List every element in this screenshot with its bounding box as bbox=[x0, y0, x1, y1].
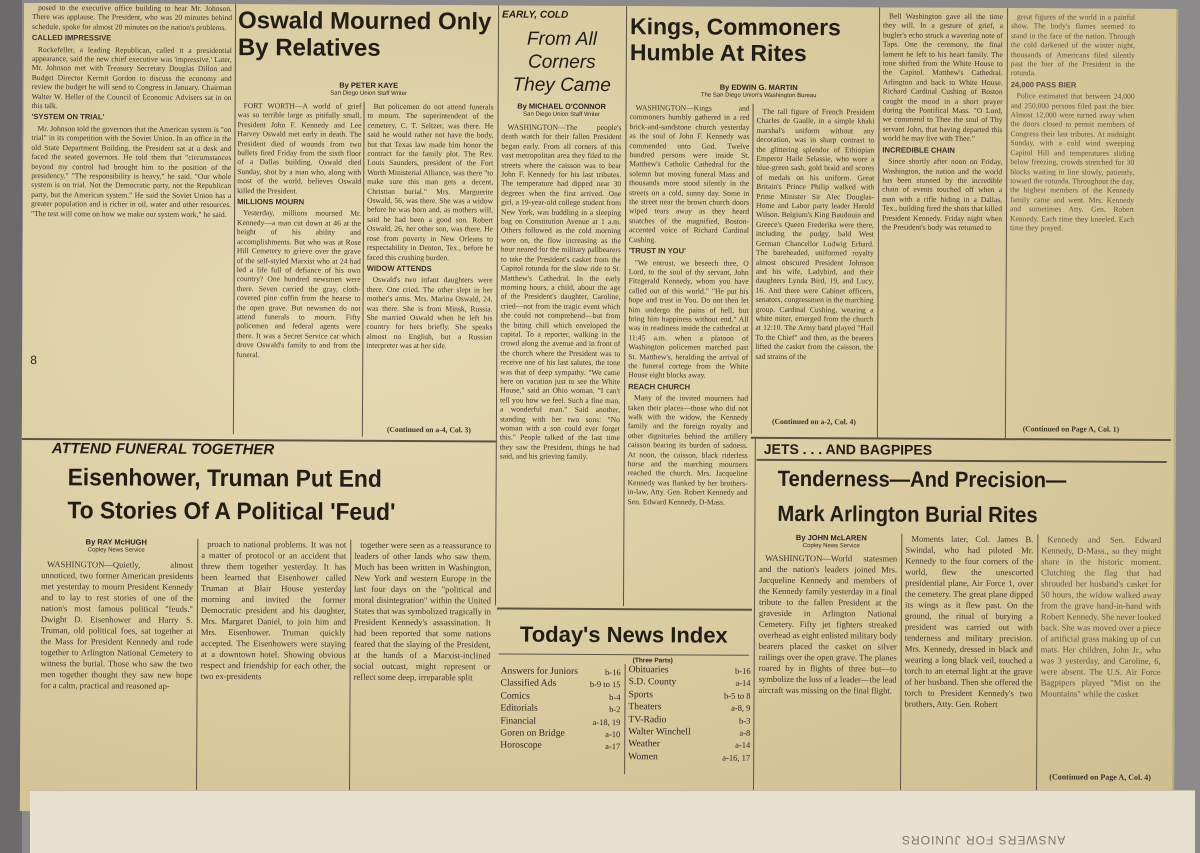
column-rule bbox=[362, 102, 365, 437]
news-index-row bbox=[629, 664, 751, 677]
news-index-row bbox=[500, 703, 620, 716]
arlington-headline-line-1: Tenderness—And Precision— bbox=[777, 465, 1067, 493]
underlying-newspaper bbox=[30, 790, 1195, 853]
oswald-column-2 bbox=[366, 102, 494, 423]
oswald-text-2b: Oswald's two infant daughters were there. One cried. The other slept in her mother's arms. Mrs. Marina Oswald, 24, was there. She is from Minsk, Russia. She married Oswald when he left his country for hers briefly. She speaks almost no English, but a Russian interpreter was at her side. bbox=[366, 275, 493, 351]
kings-text-1: WASHINGTON—Kings and commoners humbly gathered in a red brick-and-sandstone church yesterday as the soul of John F. Kennedy was commended unto God. Twelve hundred persons were inside St. Matthew's Catholic Cathedral for the solemn but moving funeral Mass and thousands more stood silently in the streets on a cold, sunny day. Some in the street near the brown church doors wiped tears away as they heard snatches of the magnified, Boston-accented voice of Richard Cardinal Cushing. bbox=[628, 103, 750, 244]
left-column-story bbox=[30, 3, 232, 434]
oswald-byline-affiliation: San Diego Union Staff Writer bbox=[330, 90, 408, 97]
news-index-label: Comics bbox=[500, 690, 530, 702]
page-number: 8 bbox=[30, 353, 37, 368]
arlington-headline-line-2: Mark Arlington Burial Rites bbox=[777, 500, 1038, 528]
kings-headline: Kings, Commoners Humble At Rites bbox=[629, 13, 841, 66]
news-index-label: TV-Radio bbox=[628, 713, 667, 725]
news-index-row bbox=[500, 740, 620, 753]
news-index-row bbox=[500, 728, 620, 741]
news-index-row bbox=[501, 678, 621, 691]
far-right-subhead: 24,000 PASS BIER bbox=[1010, 79, 1077, 90]
news-index-label: Sports bbox=[628, 688, 654, 701]
oswald-text-1: FORT WORTH—A world of grief was so terrible large as pitifully small. President John F. Kennedy and Lee Harvey Oswald met early in death. The President died of wounds from two bullets fired Friday from the sixth floor of a Dallas building. Oswald died Sunday, shot by a man who, along with most of the world, believes Oswald killed the President. bbox=[237, 101, 362, 196]
news-index-page: b-3 bbox=[739, 715, 751, 726]
kings-text-1b: "We entrust, we beseech thee, O Lord, to the soul of thy servant, John Fitzgerald Kennedy, whom you have called out of this world." "He put his hope and trust in You. Do not then let him undergo the pains of hell, but bring him happiness without end." All was in readiness inside the cathedral at 11:45 a.m. when a platoon of Washington policemen marched past St. Matthew's, heralding the arrival of the funeral cortege from the White House eight blocks away. bbox=[628, 257, 749, 380]
left-column-para-2: Mr. Johnson told the governors that the American system is "on trial" in its competition with the Soviet Union. In an office in the old State Department Building, the President sat at a desk and faced the seated governors. He told them that "circumstances beyond my control had brought him to the position of the presidency." "The responsibility is heavy," he said. "Our whole system is on trial. Not the Democratic party, not the Republican party, but the American system." He said the Soviet Union has a greater population and is richer in oil, water and other resources. "The test will come on how we make our system work," he said. bbox=[30, 123, 232, 219]
column-rule bbox=[753, 437, 756, 812]
corners-headline-line-2: Corners bbox=[527, 51, 596, 73]
column-rule bbox=[196, 539, 198, 809]
left-column-top: posed to the executive office building to hear Mr. Johnson. There was applause. The President, who was 20 minutes behind schedule, spoke for almost 20 minutes on the nation's problems. bbox=[31, 3, 233, 32]
arlington-byline-name: By JOHN McLAREN bbox=[795, 533, 867, 543]
oswald-subhead-millions: MILLIONS MOURN bbox=[237, 197, 305, 207]
eisenhower-column-3 bbox=[353, 540, 491, 791]
kings-text-3: Bell Washington gave all the time they will. In a gesture of grief, a bugler's echo struck a wavering note of Taps. One the ceremony, the final lament he left to his heart family. The tone shifted from the White House to the Capitol. Matthew's Cathedral. Arlington and back to White House. Richard Cardinal Cushing of Boston caught the mood in a short prayer during the Pontifical Mass. "O Lord, we commend to Thee the soul of Thy servant John, that having departed this world he may live with Thee." bbox=[882, 11, 1004, 144]
arlington-headline bbox=[777, 461, 1127, 533]
underlying-newspaper-text: ANSWERS FOR JUNIORS bbox=[900, 833, 1065, 847]
news-index-label: Classified Ads bbox=[500, 677, 557, 690]
corners-headline-line-1: From All bbox=[526, 28, 598, 50]
news-index-label: Weather bbox=[628, 738, 660, 750]
eisenhower-byline-name: By RAY McHUGH bbox=[85, 537, 147, 547]
eisenhower-column-1 bbox=[40, 559, 193, 810]
news-index-page: b-16 bbox=[735, 665, 751, 676]
kings-subhead-reach: REACH CHURCH bbox=[628, 381, 691, 392]
eisenhower-text-1: WASHINGTON—Quietly, almost unnoticed, two former American presidents met yesterday to mourn President Kennedy and to lay to rest stories of one of the nation's most famous political "feuds." Dwight D. Eisenhower and Harry S. Truman, old political foes, sat together at the Mass for President Kennedy and rode together to Arlington National Cemetery to witness the burial. Those who saw the two men together thought they saw new hope for a calm, practical and reasoned ap- bbox=[40, 559, 194, 691]
news-index-row bbox=[500, 690, 620, 703]
news-index-row bbox=[629, 677, 751, 690]
news-index-label: Answers for Juniors bbox=[500, 665, 578, 677]
news-index-row bbox=[628, 701, 750, 714]
arlington-continued bbox=[1040, 770, 1160, 785]
oswald-column-1 bbox=[236, 101, 362, 437]
news-index-label: S.D. County bbox=[628, 676, 677, 688]
news-index-row bbox=[628, 751, 750, 764]
kings-subhead-trust: 'TRUST IN YOU' bbox=[628, 246, 686, 256]
column-rule bbox=[349, 540, 351, 810]
newspaper-page bbox=[20, 3, 1178, 817]
kings-text-2: The tall figure of French President Charles de Gaulle, in a simple khaki marshal's uniform without any decoration, was in sharp contrast to the glittering splendor of Ethiopian Emperor Haile Selassie, who wore a blue-green sash, gold braid and scores of medals on his uniform. Great Britain's Prince Philip walked with Prime Minister Sir Alec Douglas-Home and Labor party leader Harold Wilson. Belgium's King Baudouin and Greece's Queen Frederika were there, including the pudgy, bald West German Chancellor Ludwig Erhard. The bareheaded, uniformed royalty almost obscured President Johnson and his wife, Ladybird, and their daughters Lynda Bird, 19, and Lucy, 16. And there were Cabinet officers, senators, congressmen in the marching group. Cardinal Cushing, wearing a white miter, emerged from the church at 12:10. The Army band played "Hail To the Chief" and then, as the bearers lifted the casket from the caisson, the sad strains of the bbox=[755, 106, 875, 361]
kings-byline-name: By EDWIN G. MARTIN bbox=[719, 82, 798, 93]
corners-byline-name: By MICHAEL O'CONNOR bbox=[517, 101, 606, 112]
column-rule bbox=[900, 534, 902, 794]
eisenhower-byline-affiliation: Copley News Service bbox=[87, 547, 145, 554]
far-right-text: great figures of the world in a painful show. The body's flames seemed to stand in the face of the nation. Through the cold darkened of the winter night, thousands of Americans filed silently past the bier of the President in the rotunda. bbox=[1010, 12, 1136, 78]
kings-column-2 bbox=[755, 107, 875, 416]
far-right-text-b: Police estimated that between 24,000 and 250,000 persons filed past the bier. Almost 12,000 were turned away when the doors closed to permit members of Congress their last tributes. At midnight Sunday, with a cold wind sweeping Capitol Hill and temperatures sliding below freezing, crowds stretched for 30 blocks waiting in line slowly, patiently, toward the rotunda. Throughout the day, the highest members of the Kennedy family came and went. Mrs. Kennedy and sometimes Atty. Gen. Robert Kennedy. Each time they kneeled. Each time they prayed. bbox=[1009, 91, 1135, 233]
background-margin bbox=[0, 0, 22, 853]
news-index-page: b-4 bbox=[609, 691, 621, 702]
corners-text: WASHINGTON—The people's death watch for their fallen President began early. From all corners of this vast metropolitan area they filed to the streets where the caisson was to bear John F. Kennedy for his last tributes. The temperature had dipped near 30 degrees when the first arrived. One girl, a 19-year-old college student from New York, was huddling in a sleeping bag on Constitution Avenue at 1 a.m. Others followed as the cold morning wore on, the flow increasing as the hour neared for the military pallbearers to take the President's casket from the Capitol rotunda for the slow ride to St. Matthew's Cathedral. In the early morning hours, a child, about the age of the President's daughter, Caroline, cried—not from the tragic event which she could not comprehend—but from the biting chill which enveloped the capital. To a reporter, walking in the crowd along the avenue and in front of the church where the President was to receive one of his last salutes, the tone was that of deep sympathy. "We came here on vacation just to see the White House," said an Ohio woman. "I can't tell you how we feel. Such a fine man, a wonderful man." Said another, standing with her two sons: "No woman with a son could ever forget this." People talked of the last time they saw the President, things he had said, and his grieving family. bbox=[499, 122, 622, 462]
corners-byline-affiliation: San Diego Union Staff Writer bbox=[523, 111, 600, 119]
eisenhower-kicker: ATTEND FUNERAL TOGETHER bbox=[51, 440, 275, 459]
oswald-subhead-widow: WIDOW ATTENDS bbox=[366, 263, 432, 274]
eisenhower-headline-line-2: To Stories Of A Political 'Feud' bbox=[67, 497, 396, 526]
column-rule bbox=[751, 104, 754, 434]
news-index-page: b-2 bbox=[609, 704, 621, 715]
kings-subhead-chain: INCREDIBLE CHAIN bbox=[882, 145, 955, 155]
news-index-page: a-16, 17 bbox=[722, 752, 751, 763]
index-rule bbox=[499, 653, 749, 655]
news-index-label: Financial bbox=[500, 715, 537, 727]
far-right-column bbox=[1009, 12, 1135, 423]
oswald-continued-line: (Continued on a-4, Col. 3) bbox=[386, 424, 471, 435]
news-index-label: Obituaries bbox=[628, 664, 669, 676]
news-index-label: Goren on Bridge bbox=[500, 727, 565, 739]
news-index-row bbox=[628, 714, 750, 727]
news-index-row bbox=[500, 715, 620, 728]
news-index-note: (Three Parts) bbox=[632, 657, 673, 665]
arlington-text-3: Kennedy and Sen. Edward Kennedy, D-Mass., so they might share in the historic moment. Clutching the flag that had shrouded her husband's casket for 50 hours, the widow walked away from the grave hand-in-hand with Robert Kennedy. She never looked back. She was moved over a piece of artificial grass making up of cut mats. Her children, John Jr., who was 3 yesterday, and Caroline, 6, were absent. The U.S. Air Force Bagpipers played "Mist on the Mountains" while the casket bbox=[1040, 534, 1162, 699]
left-column-para-1: Rockefeller, a leading Republican, called it a presidential appearance, said the new chief executive was 'impressive.' Later, Mr. Johnson met with Treasury Secretary Douglas Dillon and Budget Director Kermit Gordon to discuss the economy and review the budget he will send to Congress in January. Chairman Walter W. Heller of the Council of Economic Advisers sat in on this talk. bbox=[31, 44, 232, 111]
news-index-label: Theaters bbox=[628, 701, 662, 713]
oswald-byline-name: By PETER KAYE bbox=[339, 80, 399, 90]
arlington-column-1 bbox=[758, 553, 897, 794]
news-index-right-list bbox=[628, 664, 751, 764]
news-index-row bbox=[628, 739, 750, 752]
news-index-row bbox=[501, 665, 621, 678]
news-index-row bbox=[628, 689, 750, 702]
oswald-continued bbox=[366, 423, 492, 438]
news-index-page: a-14 bbox=[735, 678, 751, 689]
news-index-label: Horoscope bbox=[500, 739, 542, 752]
kings-continued-line: (Continued on a-2, Col. 4) bbox=[771, 416, 856, 427]
news-index-page: a-14 bbox=[735, 740, 751, 751]
corners-headline-line-3: They Came bbox=[512, 74, 611, 97]
oswald-byline bbox=[264, 80, 474, 99]
arlington-continued-line: (Continued on Page A, Col. 4) bbox=[1049, 772, 1151, 782]
corners-byline bbox=[502, 101, 622, 120]
oswald-text-1b: Yesterday, millions mourned Mr. Kennedy—a man cut down at 46 at the height of his ability and accomplishments. But who was at Rose Hill Cemetery to grieve over the grave of the self-styled Marxist who at 24 had led a life full of defiance of his own country? One hundred newsmen were there. Seven carried the gray, cloth-covered pine coffin from the hearse to the open grave. But newsmen do not attend funerals to mourn. Fifty policemen and federal agents were there. It was a Secret Service car which drove Oswald's family to and from the funeral. bbox=[236, 208, 362, 359]
column-rule bbox=[1036, 534, 1038, 794]
column-rule bbox=[1005, 8, 1008, 438]
far-right-continued bbox=[1009, 422, 1133, 437]
arlington-text-2: Moments later, Col. James B. Swindal, who had piloted Mr. Kennedy to the four corners of the world, flew the unescorted presidential plane, Air Force 1, over the cemetery. The great plane dipped its wings as it flew past. On the ground, the ritual of burying a president was carried out with tenderness and military precision. Mrs. Kennedy, dressed in black and wearing a long black veil, touched a torch to an eternal light at the grave of her husband. Then she offered the torch to President Kennedy's two brothers, Atty. Gen. Robert bbox=[904, 533, 1034, 710]
news-index-page: a-10 bbox=[605, 729, 621, 740]
eisenhower-text-2: proach to national problems. It was not a matter of protocol or an accident that threw them together yesterday. It has been learned that Eisenhower called Truman at Blair House yesterday morning and invited the former Democratic president and his daughter, Mrs. Margaret Daniel, to join him and Mrs. Eisenhower. Truman quickly accepted. The Eisenhowers were staying at a downtown hotel. Showing obvious respect and friendship for each other, the two ex-presidents bbox=[200, 538, 347, 682]
column-rule bbox=[877, 7, 880, 437]
corners-column bbox=[499, 122, 622, 608]
arlington-text-1: WASHINGTON—World statesmen and the nation's leaders joined Mrs. Jacqueline Kennedy and members of the Kennedy family yesterday in a final tribute to the fallen President at the graveside in Arlington National Cemetery. Fifty jet fighters streaked overhead as eight enlisted military body bearers placed the casket on silver railings over the open grave. The planes roared by in flights of three but—to symbolize the loss of a leader—the lead aircraft was missing on the final flight. bbox=[758, 552, 898, 696]
index-column-rule bbox=[624, 664, 626, 774]
news-index-page: b-9 to 15 bbox=[589, 679, 621, 690]
far-right-continued-line: (Continued on Page A, Col. 1) bbox=[1022, 424, 1120, 434]
news-index-page: b-5 to 8 bbox=[724, 690, 751, 701]
left-column-subhead-1: CALLED IMPRESSIVE bbox=[31, 33, 112, 43]
kings-text-1c: Many of the invited mourners had taken their places—those who did not walk with the widow, the Kennedy family and the foreign royalty and other dignitaries behind the artillery caisson bearing its burden of sadness. At noon, the caisson, black riderless horse and the marching mourners reached the church. Mrs. Jacqueline Kennedy was flanked by her brothers-in-law, Atty. Gen. Robert Kennedy and Sen. Edward Kennedy, D-Mass. bbox=[627, 393, 749, 507]
news-index-left-list bbox=[500, 665, 620, 752]
arlington-byline bbox=[766, 533, 896, 552]
news-index-title: Today's News Index bbox=[519, 621, 728, 648]
news-index-row bbox=[628, 726, 750, 739]
news-index-page: b-16 bbox=[605, 667, 621, 678]
kings-byline-affiliation: The San Diego Union's Washington Bureau bbox=[700, 92, 817, 100]
eisenhower-headline-line-1: Eisenhower, Truman Put End bbox=[67, 464, 382, 493]
oswald-text-2: But policemen do not attend funerals to mourn. The superintendent of the cemetery, C. T. Seltzer, was there. He said he would rather not have the body, but that Texas law made him honor the contract for the family plot. The Rev. Louis Saunders, president of the Fort Worth Ministerial Alliance, was there "to make sure this man gets a decent, Christian burial." Mrs. Marguerite Oswald, 56, was there. She was a widow before he was born and, as mothers will, said he had been a good son. Robert Oswald, 26, her other son, was there. He rose from poverty in New Orleans to respectability in Denton, Tex., before he faced this crushing burden. bbox=[366, 101, 494, 262]
kings-continued bbox=[755, 415, 873, 430]
left-column-subhead-2: 'SYSTEM ON TRIAL' bbox=[31, 112, 105, 122]
eisenhower-text-3: together were seen as a reassurance to leaders of other lands who saw them. Much has been written in Washington, New York and western Europe in the last four days on the "political and moral disintegration" within the United States that was symbolized tragically in President Kennedy's assassination. It had been reported that some nations feared that the slaying of the President, at the hands of a Marxist-inclined social outcast, might represent or reflect some deep, irreparable split bbox=[353, 539, 492, 683]
kings-column-3 bbox=[881, 11, 1003, 435]
section-rule bbox=[497, 607, 752, 610]
kings-text-3b: Since shortly after noon on Friday, Washington, the nation and the world has been stunned by the incredible chain of events touched off when a man with a rifle hiding in a Dallas, Tex., building fired the shots that killed President Kennedy. Friday night when the President's body was returned to bbox=[881, 156, 1003, 232]
eisenhower-byline bbox=[51, 537, 181, 556]
corners-kicker: EARLY, COLD bbox=[502, 9, 569, 21]
kings-column-1 bbox=[627, 103, 750, 609]
oswald-headline: Oswald Mourned Only By Relatives bbox=[237, 7, 492, 62]
news-index-label: Women bbox=[628, 751, 658, 763]
news-index-page: a-8 bbox=[739, 727, 751, 738]
arlington-byline-affiliation: Copley News Service bbox=[802, 543, 860, 550]
corners-headline bbox=[502, 27, 622, 97]
news-index-label: Walter Winchell bbox=[628, 726, 691, 738]
news-index-page: a-17 bbox=[605, 741, 621, 752]
news-index-label: Editorials bbox=[500, 702, 538, 714]
kings-byline bbox=[644, 82, 874, 101]
arlington-column-2 bbox=[904, 534, 1033, 795]
news-index-page: a-8, 9 bbox=[731, 702, 751, 714]
eisenhower-headline bbox=[67, 461, 476, 529]
arlington-kicker: JETS . . . AND BAGPIPES bbox=[763, 440, 933, 458]
eisenhower-column-2 bbox=[200, 539, 346, 810]
arlington-column-3 bbox=[1040, 534, 1161, 770]
news-index-page: a-18, 19 bbox=[592, 716, 621, 727]
